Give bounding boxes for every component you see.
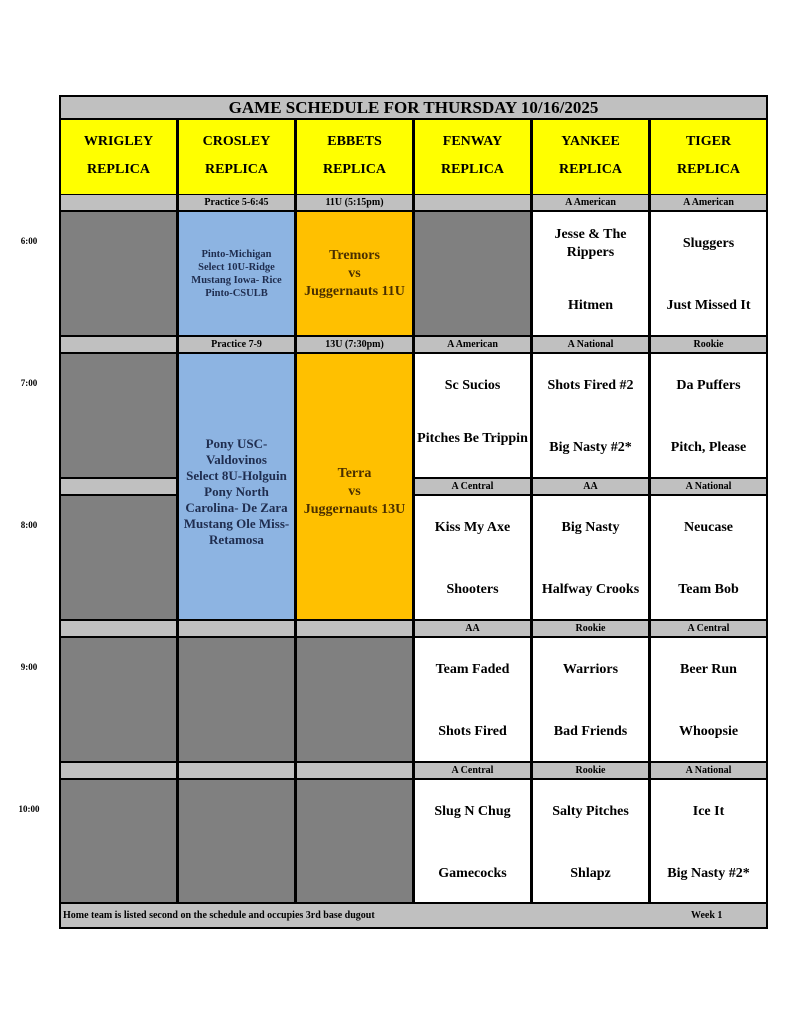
- slot-label-bar: Rookie: [651, 337, 766, 352]
- away-team: Kiss My Axe: [434, 520, 511, 535]
- slot-label-bar: A Central: [415, 763, 530, 778]
- slot-label-bar: [61, 195, 176, 210]
- time-label: 9:00: [20, 662, 38, 672]
- practice-line: Pinto-CSULB: [205, 287, 268, 299]
- practice-line: Select 8U-Holguin: [186, 467, 287, 483]
- field-sub: REPLICA: [204, 162, 268, 177]
- home-team: Hitmen: [567, 298, 614, 313]
- empty-slot: [179, 780, 294, 902]
- game-cell: [651, 212, 766, 335]
- time-label: 7:00: [20, 378, 38, 388]
- home-team: Gamecocks: [438, 866, 507, 881]
- away-team: Neucase: [684, 520, 733, 535]
- game-cell: [533, 496, 648, 619]
- game-cell: [415, 638, 530, 761]
- slot-label-bar: [179, 621, 294, 636]
- practice-line: Pony North: [204, 483, 269, 499]
- home-team: Pitches Be Trippin: [417, 431, 528, 446]
- away-team: Sc Sucios: [444, 378, 501, 393]
- slot-label-bar: A Central: [415, 479, 530, 494]
- field-header-wrigley: [61, 120, 176, 194]
- game-cell: [533, 638, 648, 761]
- away-team: Sluggers: [682, 236, 735, 251]
- time-label: 6:00: [20, 236, 38, 246]
- home-team: Shots Fired: [438, 724, 507, 739]
- slot-label-bar: Rookie: [533, 621, 648, 636]
- time-label: 8:00: [20, 520, 38, 530]
- game-cell: [415, 354, 530, 477]
- home-team: Whoopsie: [678, 724, 739, 739]
- practice-line: Mustang Iowa- Rice: [191, 274, 282, 286]
- slot-label-bar: [61, 763, 176, 778]
- field-name: CROSLEY: [202, 134, 271, 149]
- field-name: TIGER: [685, 134, 732, 149]
- empty-slot: [415, 212, 530, 335]
- home-team: Bad Friends: [553, 724, 628, 739]
- game-cell: [651, 638, 766, 761]
- practice-line: Select 10U-Ridge: [198, 261, 275, 273]
- field-sub: REPLICA: [86, 162, 150, 177]
- vs-label: vs: [348, 265, 361, 281]
- home-team: Team Bob: [678, 582, 739, 597]
- practice-block: [179, 212, 294, 335]
- slot-label-bar: A American: [533, 195, 648, 210]
- practice-line: Carolina- De Zara: [185, 499, 288, 515]
- away-team: Salty Pitches: [552, 804, 629, 819]
- schedule-title: GAME SCHEDULE FOR THURSDAY 10/16/2025: [61, 97, 766, 118]
- practice-line: Valdovinos: [206, 451, 267, 467]
- slot-label-bar: Rookie: [533, 763, 648, 778]
- field-header-ebbets: [297, 120, 412, 194]
- away-team: Da Puffers: [676, 378, 741, 393]
- slot-label-bar: [297, 621, 412, 636]
- field-name: WRIGLEY: [83, 134, 154, 149]
- field-name: FENWAY: [442, 134, 503, 149]
- week-label: Week 1: [691, 910, 723, 921]
- slot-label-bar: 11U (5:15pm): [297, 195, 412, 210]
- slot-label-bar: [61, 337, 176, 352]
- slot-label-bar: AA: [533, 479, 648, 494]
- empty-slot: [297, 780, 412, 902]
- slot-label-bar: [61, 621, 176, 636]
- field-header-tiger: [651, 120, 766, 194]
- field-name: EBBETS: [327, 134, 382, 149]
- field-header-fenway: [415, 120, 530, 194]
- field-sub: REPLICA: [440, 162, 504, 177]
- practice-block: [179, 354, 294, 619]
- time-label: 10:00: [18, 804, 40, 814]
- home-team: Big Nasty #2*: [549, 440, 632, 455]
- slot-label-bar: Practice 5-6:45: [179, 195, 294, 210]
- practice-line: Retamosa: [209, 531, 264, 547]
- field-name: YANKEE: [561, 134, 620, 149]
- away-team: Beer Run: [680, 662, 737, 677]
- empty-slot: [61, 496, 176, 619]
- team-name: Juggernauts 13U: [303, 501, 406, 517]
- game-cell: [651, 496, 766, 619]
- slot-label-bar: [179, 763, 294, 778]
- home-team-note: Home team is listed second on the schedule and occupies 3rd base dugout: [63, 910, 375, 921]
- team-name: Juggernauts 11U: [304, 283, 405, 299]
- empty-slot: [61, 354, 176, 477]
- game-cell: [651, 780, 766, 902]
- slot-label-bar: A Central: [651, 621, 766, 636]
- practice-line: Mustang Ole Miss-: [183, 515, 290, 531]
- away-team: Slug N Chug: [434, 804, 511, 819]
- empty-slot: [61, 212, 176, 335]
- away-team: Shots Fired #2: [547, 378, 634, 393]
- away-team: Jesse & The Rippers: [554, 227, 627, 260]
- game-cell: [415, 496, 530, 619]
- slot-label-bar: 13U (7:30pm): [297, 337, 412, 352]
- empty-slot: [61, 638, 176, 761]
- home-team: Big Nasty #2*: [667, 866, 750, 881]
- field-sub: REPLICA: [322, 162, 386, 177]
- team-name: Tremors: [329, 247, 380, 263]
- home-team: Halfway Crooks: [541, 582, 640, 597]
- away-team: Team Faded: [435, 662, 510, 677]
- field-header-yankee: [533, 120, 648, 194]
- slot-label-bar: AA: [415, 621, 530, 636]
- away-team: Ice It: [692, 804, 725, 819]
- slot-label-bar: A National: [651, 763, 766, 778]
- empty-slot: [179, 638, 294, 761]
- home-team: Pitch, Please: [670, 440, 747, 455]
- schedule-footer: [61, 904, 766, 927]
- empty-slot: [297, 638, 412, 761]
- game-cell: [533, 212, 648, 335]
- slot-label-bar: Practice 7-9: [179, 337, 294, 352]
- slot-label-bar: [61, 479, 176, 494]
- home-team: Shlapz: [570, 866, 611, 881]
- game-cell: [651, 354, 766, 477]
- away-team: Warriors: [562, 662, 619, 677]
- empty-slot: [61, 780, 176, 902]
- game-cell: [533, 354, 648, 477]
- slot-label-bar: [297, 763, 412, 778]
- game-cell: [533, 780, 648, 902]
- slot-label-bar: [415, 195, 530, 210]
- away-team: Big Nasty: [561, 520, 620, 535]
- practice-line: Pinto-Michigan: [201, 248, 272, 260]
- home-team: Shooters: [446, 582, 499, 597]
- slot-label-bar: A American: [651, 195, 766, 210]
- home-team: Just Missed It: [666, 298, 751, 313]
- game-cell: [415, 780, 530, 902]
- field-sub: REPLICA: [676, 162, 740, 177]
- field-sub: REPLICA: [558, 162, 622, 177]
- slot-label-bar: A National: [533, 337, 648, 352]
- special-game-block: [297, 212, 412, 335]
- slot-label-bar: A American: [415, 337, 530, 352]
- team-name: Terra: [337, 465, 372, 481]
- practice-line: Pony USC-: [205, 435, 268, 451]
- field-header-crosley: [179, 120, 294, 194]
- special-game-block: [297, 354, 412, 619]
- vs-label: vs: [348, 483, 361, 499]
- slot-label-bar: A National: [651, 479, 766, 494]
